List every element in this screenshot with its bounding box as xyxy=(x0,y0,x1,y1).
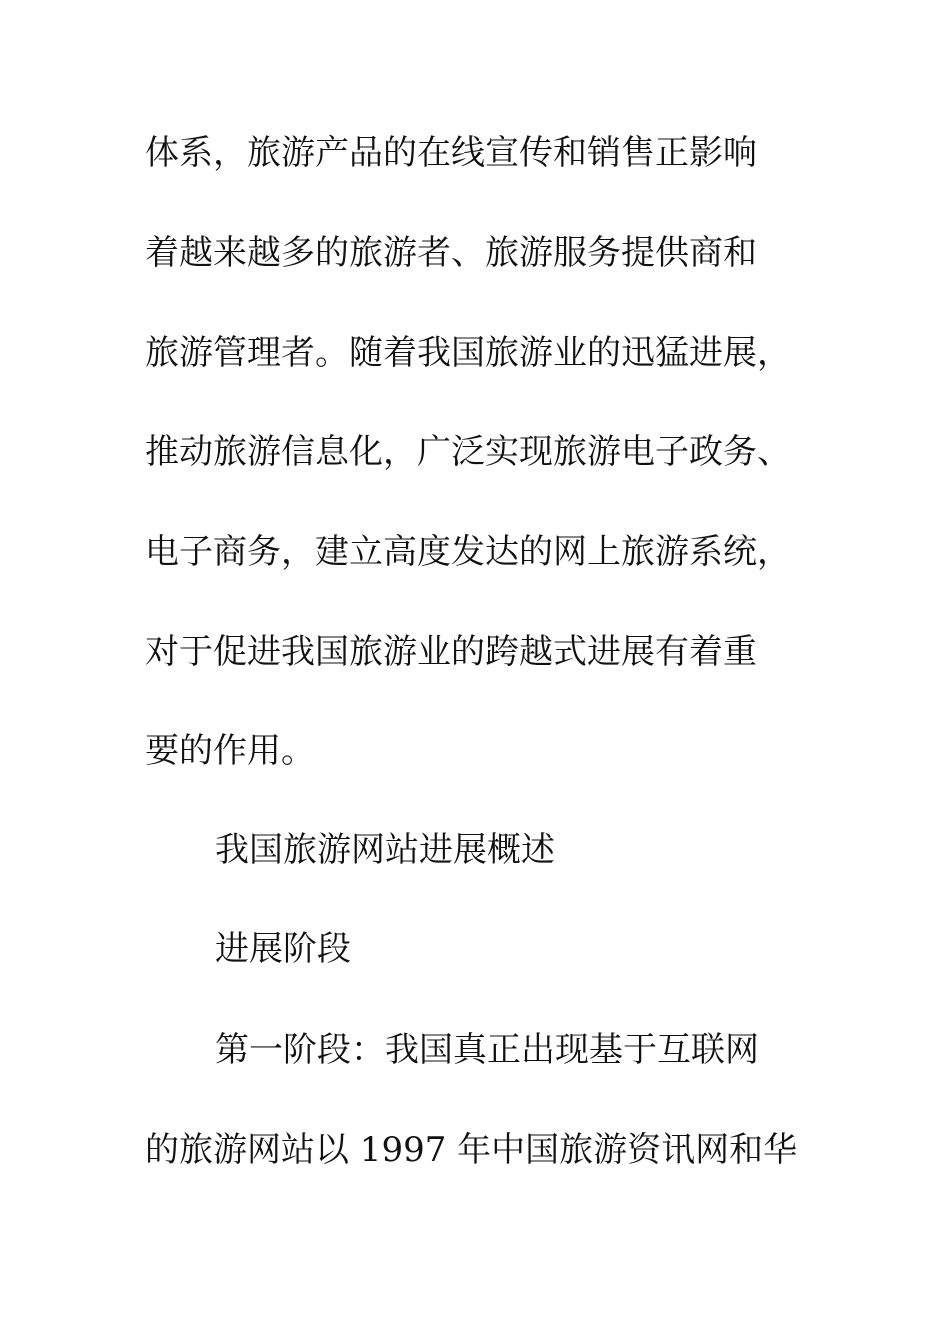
subsection-heading: 进展阶段 xyxy=(215,929,351,969)
paragraph-line: 着越来越多的旅游者、旅游服务提供商和 xyxy=(145,233,757,273)
section-heading: 我国旅游网站进展概述 xyxy=(215,830,555,870)
paragraph-line: 的旅游网站以 1997 年中国旅游资讯网和华 xyxy=(145,1130,798,1170)
paragraph-line: 旅游管理者。随着我国旅游业的迅猛进展， xyxy=(145,333,791,373)
paragraph-line: 体系，旅游产品的在线宣传和销售正影响 xyxy=(145,133,757,173)
paragraph-line: 第一阶段：我国真正出现基于互联网 xyxy=(215,1030,759,1070)
paragraph-line: 电子商务，建立高度发达的网上旅游系统， xyxy=(145,532,791,572)
paragraph-line: 要的作用。 xyxy=(145,731,315,771)
paragraph-line: 推动旅游信息化，广泛实现旅游电子政务、 xyxy=(145,432,791,472)
paragraph-line: 对于促进我国旅游业的跨越式进展有着重 xyxy=(145,632,757,672)
